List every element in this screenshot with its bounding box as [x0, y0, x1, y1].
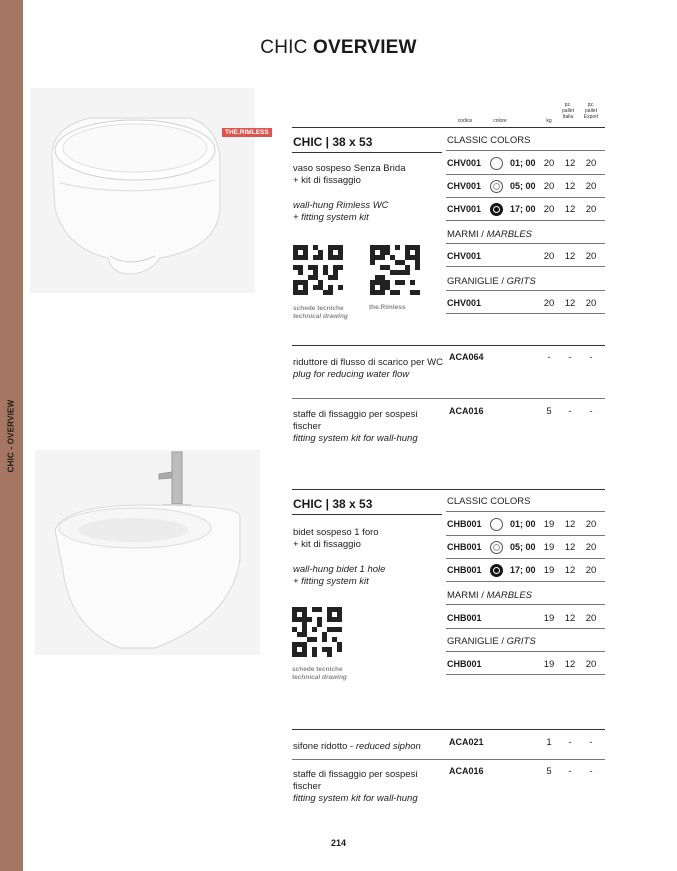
- pallet-italia: 12: [564, 251, 576, 262]
- bidet-qr-caption: schede tecniche technical drawing: [292, 666, 347, 681]
- weight-kg: 20: [543, 251, 555, 262]
- pallet-italia: 12: [564, 204, 576, 215]
- accessory-code: ACA016: [449, 406, 484, 416]
- product-code: CHB001: [447, 542, 482, 552]
- weight-kg: 19: [543, 659, 555, 670]
- weight-kg: 19: [543, 519, 555, 530]
- weight-kg: 1: [546, 737, 552, 748]
- pallet-export: -: [589, 406, 593, 417]
- weight-kg: 20: [543, 181, 555, 192]
- table-row: [447, 406, 605, 420]
- row-rule: [446, 535, 605, 536]
- color-code: 01; 00: [510, 519, 536, 529]
- title-light: CHIC: [260, 37, 314, 58]
- page-number: 214: [330, 838, 347, 848]
- row-rule: [446, 174, 605, 175]
- accessory-description: sifone ridotto - reduced siphon: [293, 741, 421, 752]
- pallet-italia: -: [568, 406, 572, 417]
- weight-kg: 19: [543, 542, 555, 553]
- color-code: 01; 00: [510, 158, 536, 168]
- color-code: 05; 00: [510, 181, 536, 191]
- bidet-description-en: wall-hung bidet 1 hole + fitting system kit: [293, 564, 386, 587]
- accessories-rule: [292, 345, 605, 346]
- row-rule: [446, 150, 605, 151]
- pallet-export: 20: [585, 613, 597, 624]
- color-swatch-white-icon: [490, 518, 503, 531]
- bidet-product-photo: [35, 450, 260, 655]
- row-rule: [446, 651, 605, 652]
- product-code: CHV001: [447, 181, 482, 191]
- pallet-italia: 12: [564, 181, 576, 192]
- color-swatch-white-icon: [490, 157, 503, 170]
- wc-product-title: CHIC | 38 x 53: [293, 135, 373, 149]
- header-rule: [292, 127, 605, 128]
- table-row: [447, 518, 605, 532]
- weight-kg: 19: [543, 613, 555, 624]
- pallet-export: -: [589, 766, 593, 777]
- pallet-export: 20: [585, 251, 597, 262]
- wc-description-it: vaso sospeso Senza Brida + kit di fissaggio: [293, 163, 406, 186]
- bidet-section-rule: [292, 489, 605, 490]
- bidet-title-rule: [292, 514, 442, 515]
- product-code: CHB001: [447, 565, 482, 575]
- table-row: [447, 297, 605, 311]
- table-row: [447, 658, 605, 672]
- table-row: [447, 612, 605, 626]
- pallet-export: 20: [585, 181, 597, 192]
- row-rule: [446, 581, 605, 582]
- pallet-export: 20: [585, 204, 597, 215]
- table-row: [447, 180, 605, 194]
- table-row: [447, 541, 605, 555]
- wc-section-classic-colors: CLASSIC COLORS: [447, 135, 531, 146]
- row-rule: [446, 674, 605, 675]
- color-code: 17; 00: [510, 565, 536, 575]
- accessory-description: riduttore di flusso di scarico per WC plug for reducing water flow: [293, 357, 443, 380]
- col-header-kg: kg: [546, 118, 552, 124]
- accessory-code: ACA021: [449, 737, 484, 747]
- table-row: [447, 203, 605, 217]
- pallet-export: 20: [585, 565, 597, 576]
- rimless-badge: THE.RIMLESS: [222, 128, 272, 137]
- product-code: CHV001: [447, 158, 482, 168]
- pallet-italia: 12: [564, 519, 576, 530]
- color-swatch-black-icon: [490, 203, 503, 216]
- color-swatch-black-icon: [490, 564, 503, 577]
- pallet-export: 20: [585, 542, 597, 553]
- page-title: [0, 37, 677, 59]
- accessory-code: ACA016: [449, 766, 484, 776]
- row-rule: [446, 266, 605, 267]
- bidet-description-it: bidet sospeso 1 foro + kit di fissaggio: [293, 527, 379, 550]
- color-swatch-grey-icon: [490, 180, 503, 193]
- table-row: [447, 250, 605, 264]
- pallet-export: 20: [585, 659, 597, 670]
- bidet-section-marbles: MARMI / MARBLES: [447, 590, 532, 601]
- bidet-technical-drawing-qr[interactable]: [292, 607, 342, 657]
- color-swatch-grey-icon: [490, 541, 503, 554]
- bidet-section-grits: GRANIGLIE / GRITS: [447, 636, 536, 647]
- weight-kg: -: [547, 352, 551, 363]
- pallet-export: -: [589, 352, 593, 363]
- color-code: 05; 00: [510, 542, 536, 552]
- pallet-italia: -: [568, 737, 572, 748]
- bidet-product-title: CHIC | 38 x 53: [293, 497, 373, 511]
- col-header-pallet-export: pz. pallet Export: [583, 102, 599, 120]
- bidet-section-classic-colors: CLASSIC COLORS: [447, 496, 531, 507]
- product-code: CHV001: [447, 204, 482, 214]
- pallet-italia: -: [568, 352, 572, 363]
- col-header-colore: colore: [493, 118, 507, 124]
- table-row: [447, 157, 605, 171]
- weight-kg: 20: [543, 298, 555, 309]
- col-header-codice: codice: [457, 118, 473, 124]
- weight-kg: 5: [546, 766, 552, 777]
- weight-kg: 19: [543, 565, 555, 576]
- row-rule: [446, 197, 605, 198]
- rimless-info-qr[interactable]: [370, 245, 420, 295]
- table-row: [447, 564, 605, 578]
- weight-kg: 5: [546, 406, 552, 417]
- pallet-italia: 12: [564, 613, 576, 624]
- wc-section-grits: GRANIGLIE / GRITS: [447, 276, 536, 287]
- accessories-rule: [292, 729, 605, 730]
- wc-description-en: wall-hung Rimless WC + fitting system kit: [293, 200, 389, 223]
- weight-kg: 20: [543, 158, 555, 169]
- row-rule: [446, 628, 605, 629]
- pallet-export: 20: [585, 158, 597, 169]
- weight-kg: 20: [543, 204, 555, 215]
- side-section-label: CHIC - OVERVIEW: [6, 399, 16, 473]
- pallet-italia: 12: [564, 659, 576, 670]
- color-code: 17; 00: [510, 204, 536, 214]
- wc-product-photo: [30, 88, 255, 293]
- accessory-description: staffe di fissaggio per sospesi fischer fitting system kit for wall-hung: [293, 409, 418, 444]
- rimless-qr-caption: the.Rimless: [369, 304, 406, 311]
- wc-qr-caption: schede tecniche technical drawing: [293, 305, 348, 320]
- row-rule: [446, 558, 605, 559]
- title-bold: OVERVIEW: [313, 37, 417, 58]
- product-code: CHV001: [447, 251, 482, 261]
- pallet-italia: 12: [564, 298, 576, 309]
- row-rule: [446, 220, 605, 221]
- product-code: CHB001: [447, 613, 482, 623]
- col-header-pallet-italia: pz. pallet Italia: [562, 102, 574, 120]
- accessory-code: ACA064: [449, 352, 484, 362]
- row-rule: [446, 243, 605, 244]
- table-row: [447, 766, 605, 780]
- pallet-export: -: [589, 737, 593, 748]
- row-rule: [292, 759, 605, 760]
- pallet-export: 20: [585, 298, 597, 309]
- pallet-italia: 12: [564, 542, 576, 553]
- accessory-description: staffe di fissaggio per sospesi fischer fitting system kit for wall-hung: [293, 769, 418, 804]
- product-code: CHB001: [447, 659, 482, 669]
- row-rule: [446, 290, 605, 291]
- row-rule: [292, 398, 605, 399]
- wc-title-rule: [292, 152, 442, 153]
- product-code: CHV001: [447, 298, 482, 308]
- table-row: [447, 737, 605, 751]
- product-code: CHB001: [447, 519, 482, 529]
- pallet-italia: -: [568, 766, 572, 777]
- row-rule: [446, 511, 605, 512]
- pallet-italia: 12: [564, 158, 576, 169]
- wc-section-marbles: MARMI / MARBLES: [447, 229, 532, 240]
- table-row: [447, 352, 605, 366]
- row-rule: [446, 604, 605, 605]
- pallet-italia: 12: [564, 565, 576, 576]
- pallet-export: 20: [585, 519, 597, 530]
- wc-technical-drawing-qr[interactable]: [293, 245, 343, 295]
- row-rule: [446, 313, 605, 314]
